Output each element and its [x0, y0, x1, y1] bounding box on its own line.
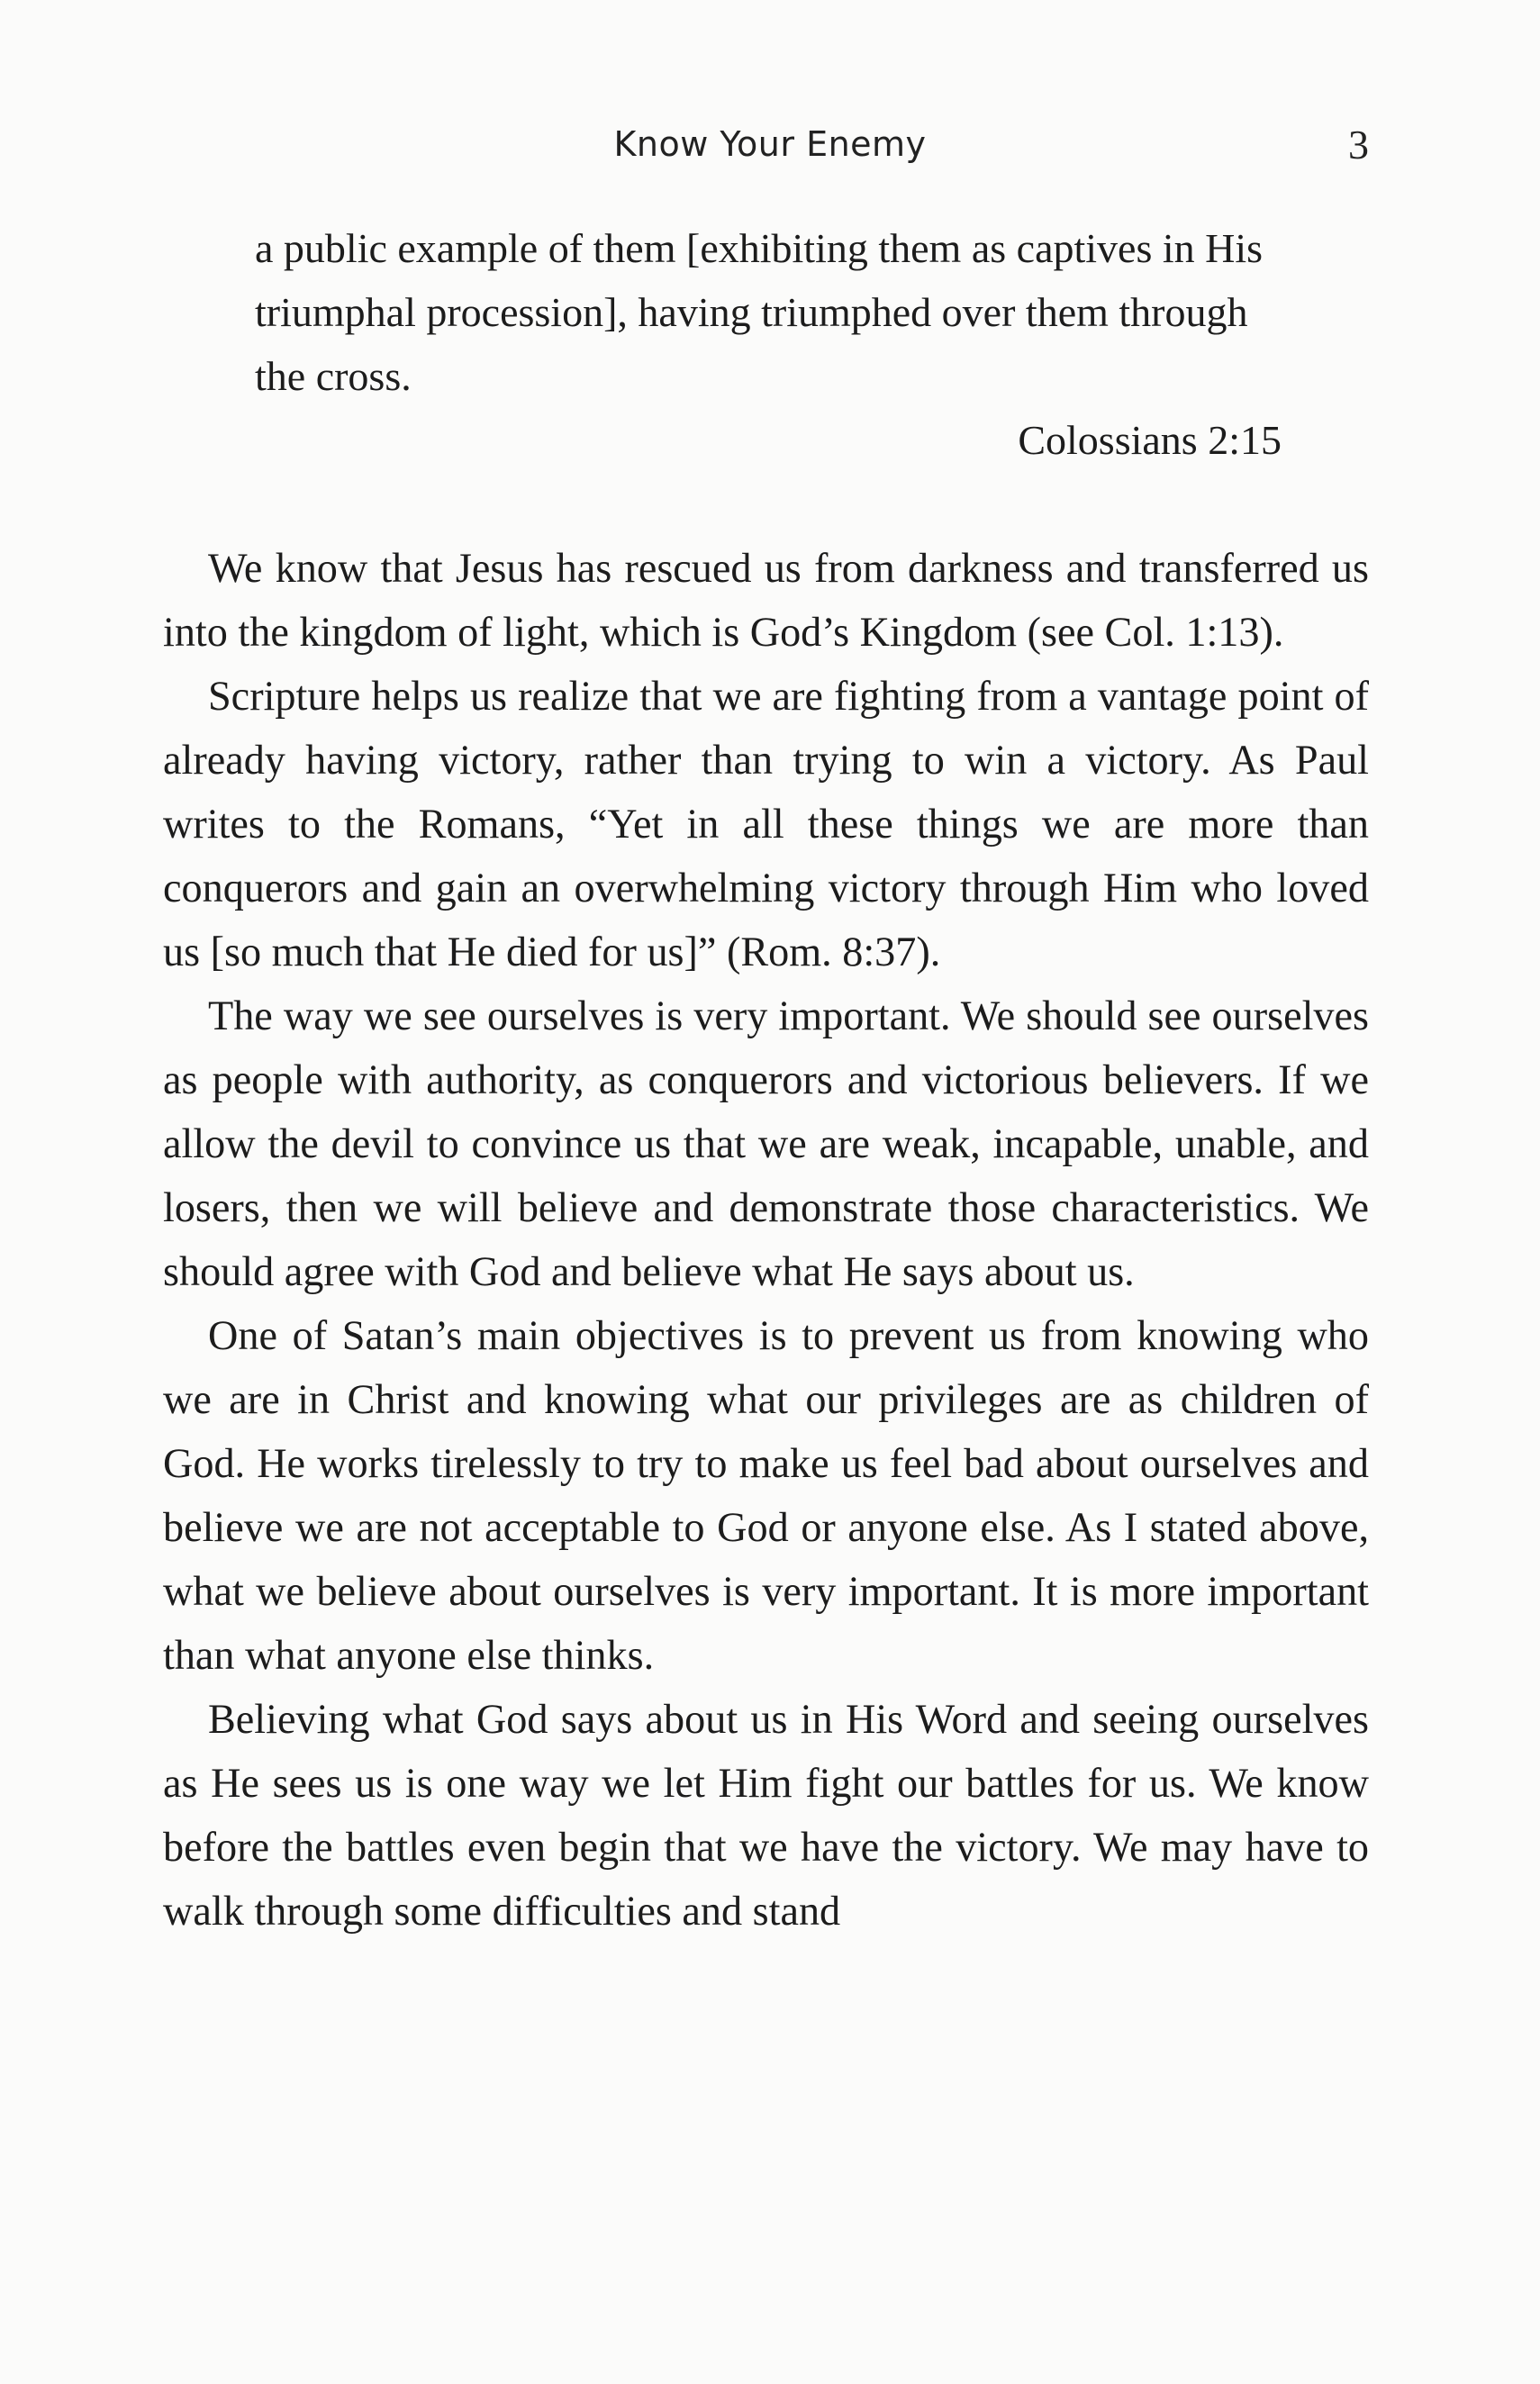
- body-text: [163, 536, 1369, 1943]
- paragraph: Scripture helps us realize that we are fighting from a vantage point of already having victory, rather than trying to win a victory. As Paul writes to the Romans, “Yet in all these things we are more than conquerors and gain an overwhelming victory through Him who loved us [so much that He died for us]” (Rom. 8:37).: [163, 673, 1369, 974]
- paragraph: Believing what God says about us in His Word and seeing ourselves as He sees us is one way we let Him fight our battles for us. We know before the battles even begin that we have the victory. We may have to walk through some difficulties and stand: [163, 1696, 1369, 1934]
- scripture-quote: a public example of them [exhibiting them as captives in His triumphal procession], having triumphed over them through the cross.: [255, 225, 1264, 399]
- page-number: 3: [1348, 122, 1369, 168]
- scripture-reference: Colossians 2:15: [1018, 417, 1282, 463]
- running-header: [0, 124, 1540, 178]
- paragraph: One of Satan’s main objectives is to prevent us from knowing who we are in Christ and knowing what our privileges are as children of God. He works tirelessly to try to make us feel bad about ourselves and believe we are not acceptable to God or anyone else. As I stated above, what we believe about ourselves is very important. It is more important than what anyone else thinks.: [163, 1312, 1369, 1678]
- paragraph: We know that Jesus has rescued us from darkness and transferred us into the kingdom of light, which is God’s Kingdom (see Col. 1:13).: [163, 545, 1369, 655]
- paragraph: The way we see ourselves is very important. We should see ourselves as people with authority, as conquerors and victorious believers. If we allow the devil to convince us that we are weak, incapable, unable, and losers, then we will believe and demonstrate those characteristics. We should agree with God and believe what He says about us.: [163, 993, 1369, 1294]
- running-title: Know Your Enemy: [613, 124, 927, 164]
